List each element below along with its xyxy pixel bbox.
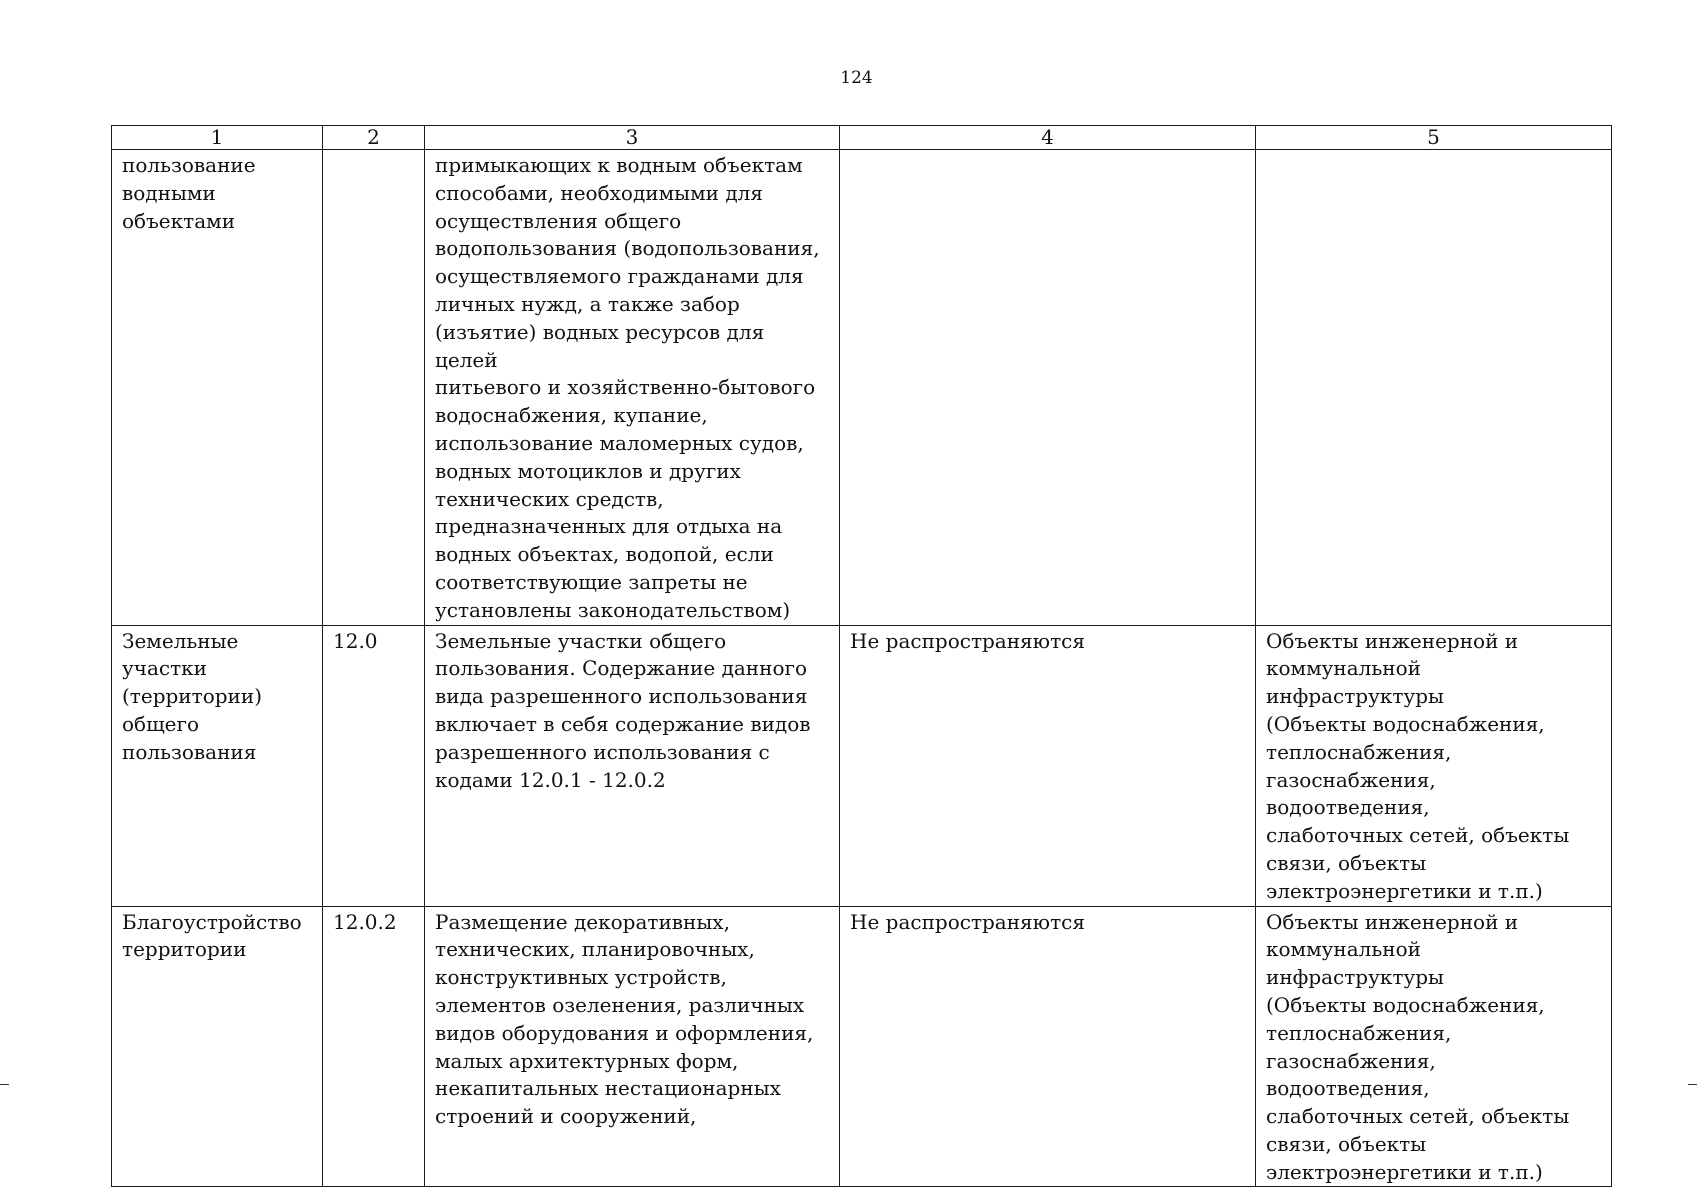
left-edge-mark [0, 1084, 9, 1085]
use-code-cell: 12.0.2 [323, 906, 425, 1187]
header-col-3: 3 [425, 126, 840, 150]
permitted-objects-cell [1256, 150, 1612, 626]
permitted-objects-cell: Объекты инженерной и коммунальной инфраструктуры (Объекты водоснабжения, теплоснабжения, газоснабжения, водоотведения, слаботочных сетей, объекты связи, объекты электроэнергетики и т.п.) [1256, 906, 1612, 1187]
permitted-objects-cell: Объекты инженерной и коммунальной инфраструктуры (Объекты водоснабжения, теплоснабжения, газоснабжения, водоотведения, слаботочных сетей, объекты связи, объекты электроэнергетики и т.п.) [1256, 625, 1612, 906]
use-name-cell: пользование водными объектами [112, 150, 323, 626]
header-col-5: 5 [1256, 126, 1612, 150]
use-name-cell: Земельные участки (территории) общего пользования [112, 625, 323, 906]
restrictions-cell: Не распространяются [840, 906, 1256, 1187]
header-col-4: 4 [840, 126, 1256, 150]
table-row [112, 150, 1612, 626]
page-number: 124 [840, 68, 873, 88]
header-row [112, 126, 1612, 150]
header-col-2: 2 [323, 126, 425, 150]
use-description-cell: примыкающих к водным объектам способами, необходимыми для осуществления общего водопользования (водопользования, осуществляемого гражданами для личных нужд, а также забор (изъятие) водных ресурсов для целей питьевого и хозяйственно-бытового водоснабжения, купание, использование маломерных судов, водных мотоциклов и других технических средств, предназначенных для отдыха на водных объектах, водопой, если соответствующие запреты не установлены законодательством) [425, 150, 840, 626]
header-col-1: 1 [112, 126, 323, 150]
table-row [112, 625, 1612, 906]
use-description-cell: Земельные участки общего пользования. Содержание данного вида разрешенного использования включает в себя содержание видов разрешенного использования с кодами 12.0.1 - 12.0.2 [425, 625, 840, 906]
right-edge-mark [1688, 1084, 1697, 1085]
restrictions-cell: Не распространяются [840, 625, 1256, 906]
land-use-table [111, 125, 1612, 1187]
use-code-cell: 12.0 [323, 625, 425, 906]
use-code-cell [323, 150, 425, 626]
restrictions-cell [840, 150, 1256, 626]
use-name-cell: Благоустройство территории [112, 906, 323, 1187]
use-description-cell: Размещение декоративных, технических, планировочных, конструктивных устройств, элементов озеленения, различных видов оборудования и оформления, малых архитектурных форм, некапитальных нестационарных строений и сооружений, [425, 906, 840, 1187]
table-row [112, 906, 1612, 1187]
